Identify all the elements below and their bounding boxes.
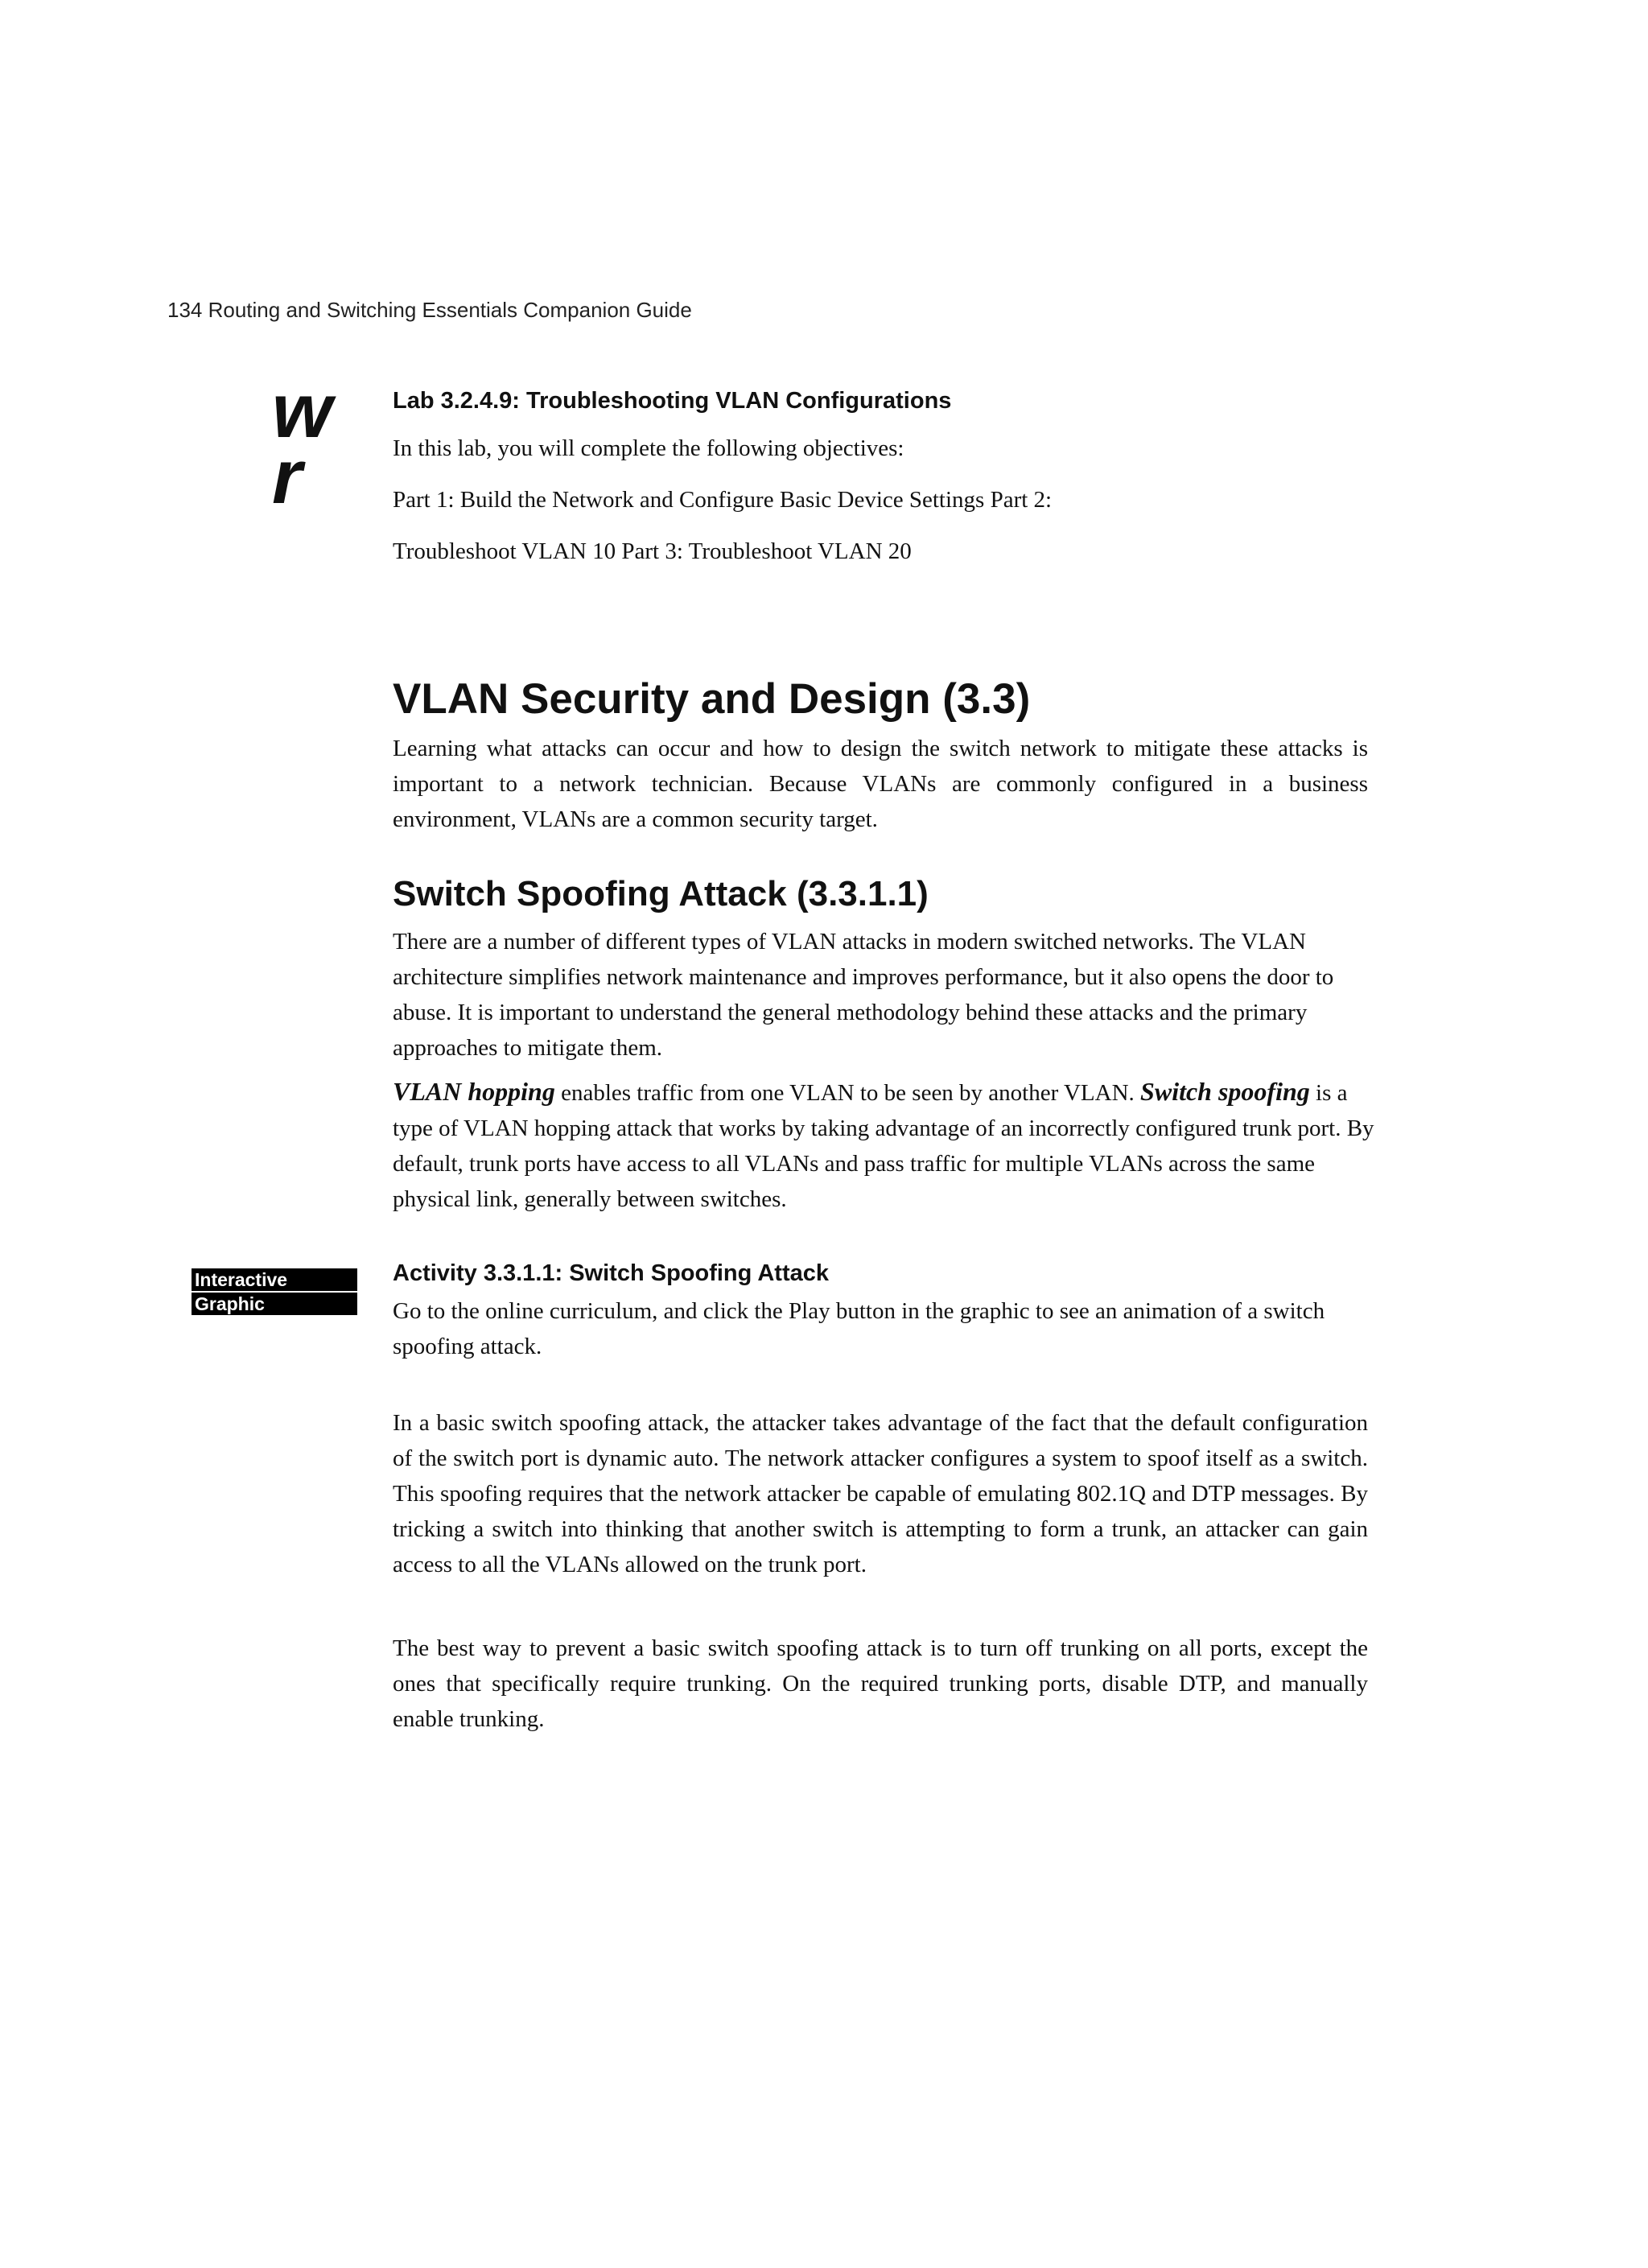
- section-intro-paragraph: Learning what attacks can occur and how to design the switch network to mitigate these attacks is important to a network technician. Because VLANs are commonly configured in a business environment, VLANs are a common security target.: [393, 736, 1368, 832]
- vlan-attacks-paragraph: There are a number of different types of VLAN attacks in modern switched networks. The VLAN architecture simplifies network maintenance and improves performance, but it also opens the door to abuse. It is important to understand the general methodology behind these attacks and the primary approaches to mitigate them.: [393, 929, 1334, 1061]
- vlan-hopping-term: VLAN hopping: [393, 1077, 555, 1106]
- lab-icon: [272, 368, 360, 520]
- badge-line-interactive: Interactive: [192, 1268, 357, 1291]
- lab-title: Lab 3.2.4.9: Troubleshooting VLAN Configurations: [393, 388, 952, 414]
- activity-title: Activity 3.3.1.1: Switch Spoofing Attack: [393, 1260, 829, 1286]
- lab-objectives-line-1: Part 1: Build the Network and Configure Basic Device Settings Part 2:: [393, 487, 1053, 513]
- section-heading: VLAN Security and Design (3.3): [393, 675, 1031, 723]
- lab-intro: In this lab, you will complete the following objectives:: [393, 435, 904, 461]
- lab-icon-letter-w: w: [272, 368, 332, 454]
- subsection-heading: Switch Spoofing Attack (3.3.1.1): [393, 874, 929, 913]
- badge-line-graphic: Graphic: [192, 1293, 357, 1315]
- running-header: 134 Routing and Switching Essentials Companion Guide: [167, 298, 692, 322]
- switch-spoofing-term: Switch spoofing: [1140, 1077, 1310, 1106]
- lab-objectives-line-2: Troubleshoot VLAN 10 Part 3: Troubleshoot VLAN 20: [393, 538, 912, 564]
- vlan-hopping-paragraph: [393, 1074, 1387, 1217]
- lab-icon-letter-r: r: [272, 434, 303, 520]
- activity-block: [393, 1260, 1387, 1364]
- activity-text: Go to the online curriculum, and click the Play button in the graphic to see an animation of a switch spoofing attack.: [393, 1298, 1325, 1359]
- basic-spoofing-paragraph: In a basic switch spoofing attack, the attacker takes advantage of the fact that the default configuration of the switch port is dynamic auto. The network attacker configures a system to spoof itself as a switch. This spoofing requires that the network attacker be capable of emulating 802.1Q and DTP messages. By tricking a switch into thinking that another switch is attempting to form a trunk, an attacker can gain access to all the VLANs allowed on the trunk port.: [393, 1410, 1368, 1577]
- vlan-hopping-text-2: is a type of VLAN hopping attack that works by taking advantage of an incorrectly configured trunk port. By default, trunk ports have access to all VLANs and pass traffic for multiple VLANs across the same physical link, generally between switches.: [393, 1080, 1374, 1212]
- vlan-hopping-text-1: enables traffic from one VLAN to be seen by another VLAN.: [554, 1080, 1141, 1106]
- prevention-paragraph: The best way to prevent a basic switch spoofing attack is to turn off trunking on all ports, except the ones that specifically require trunking. On the required trunking ports, disable DTP, and manually enable trunking.: [393, 1635, 1368, 1732]
- interactive-graphic-badge: [192, 1268, 357, 1317]
- lab-block: [393, 388, 1387, 569]
